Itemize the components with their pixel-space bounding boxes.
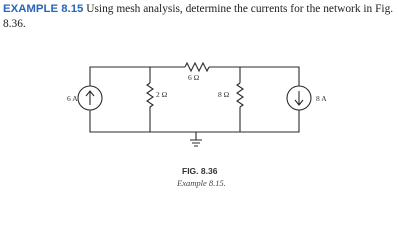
wire-top-right [209,67,299,86]
arrow-up-icon [86,91,94,105]
wire-left-down [90,110,299,132]
figure-caption: Example 8.15. [177,178,226,188]
resistor-8-ohm [237,83,243,107]
ground-icon [190,132,202,146]
label-8-ohm: 8 Ω [218,90,230,99]
resistor-6-ohm [185,63,209,71]
label-6a: 6 A [67,94,78,103]
example-label: EXAMPLE 8.15 [3,3,84,15]
resistor-2-ohm [147,83,153,107]
wire-top [90,67,185,86]
label-8a: 8 A [316,94,327,103]
label-6-ohm: 6 Ω [188,73,200,82]
arrow-down-icon [295,91,303,105]
label-2-ohm: 2 Ω [156,90,168,99]
example-text: Using mesh analysis, determine the currents for the network in Fig. 8.36. [3,3,394,30]
figure-label: FIG. 8.36 [182,166,218,176]
